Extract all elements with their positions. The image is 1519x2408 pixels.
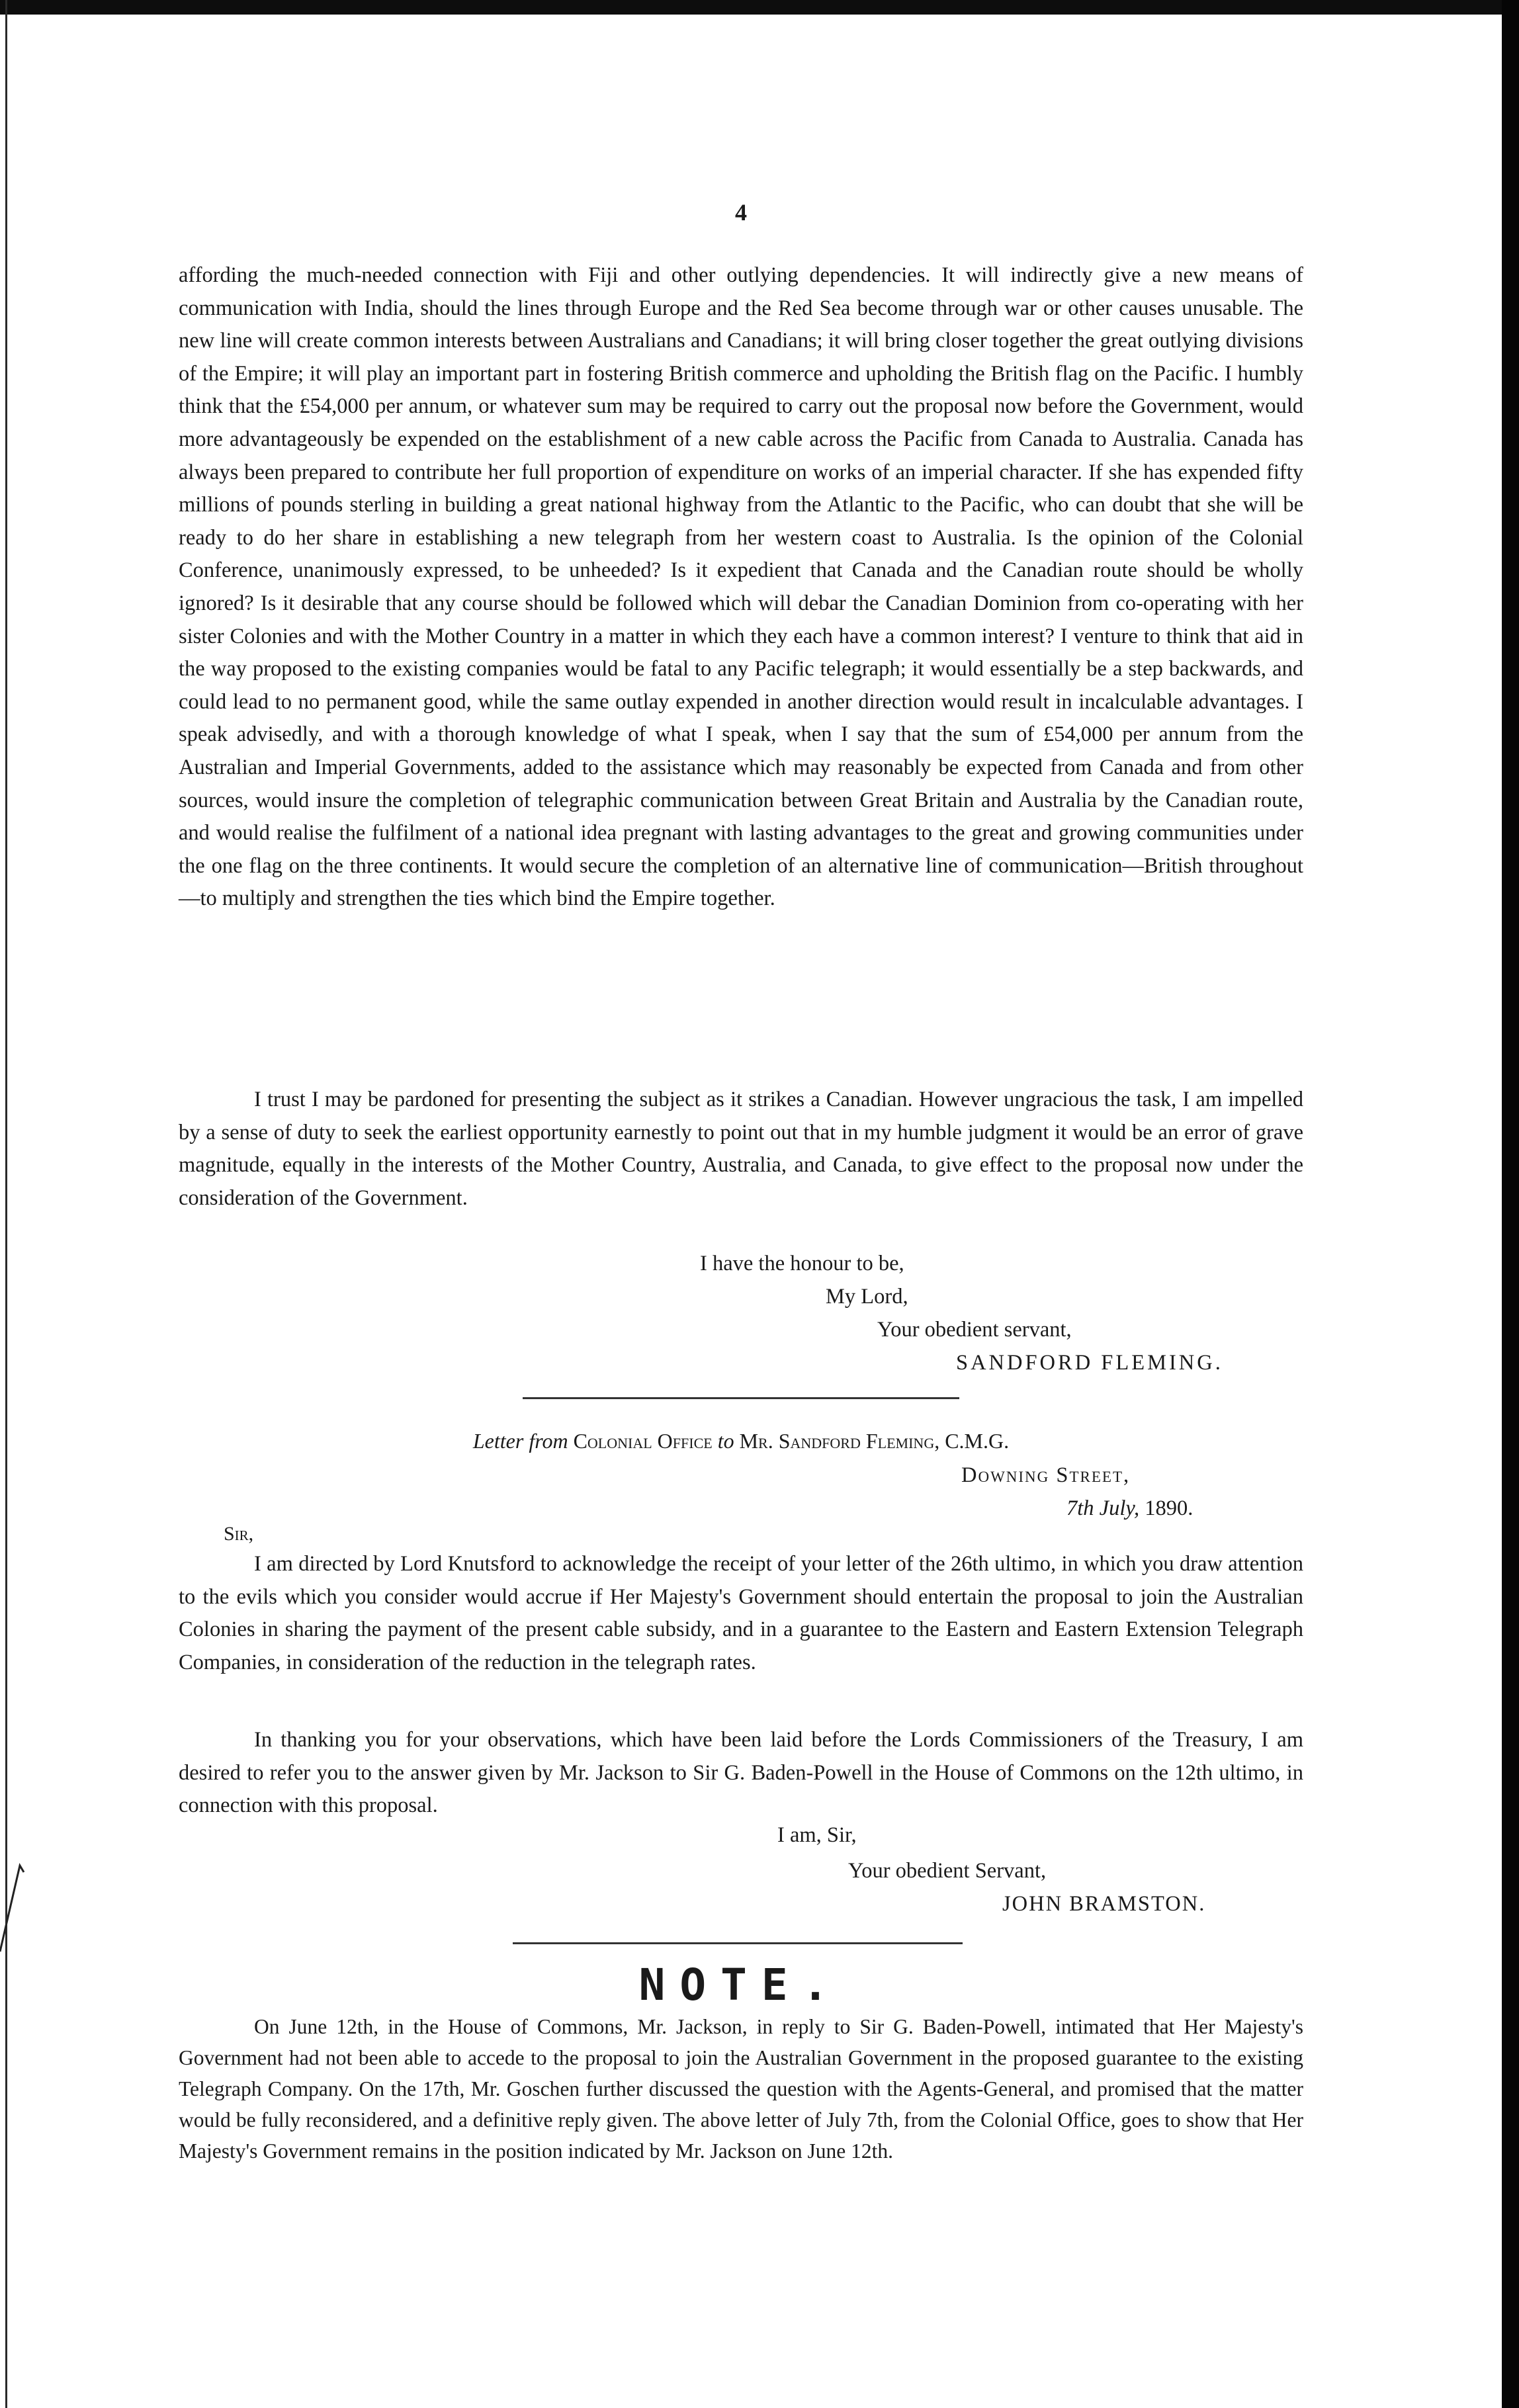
note-title: NOTE. bbox=[638, 1959, 844, 2010]
section-divider-1 bbox=[523, 1397, 959, 1399]
reply-signature: JOHN BRAMSTON. bbox=[1002, 1892, 1206, 1916]
reply-heading bbox=[179, 1426, 1303, 1455]
scan-border-right bbox=[1502, 0, 1519, 2408]
scan-border-top bbox=[0, 0, 1519, 15]
scan-border-left bbox=[5, 0, 7, 2408]
reply-paragraph-1: I am directed by Lord Knutsford to acknowledge the receipt of your letter of the 26th ultimo, in which you draw attention to the evils which you consider would accrue if Her Majesty's Government should entertain the proposal to join the Australian Colonies in sharing the payment of the present cable subsidy, and in a guarantee to the Eastern and Eastern Extension Telegraph Companies, in consideration of the reduction in the telegraph rates. bbox=[179, 1552, 1303, 1674]
reply-date bbox=[1066, 1492, 1193, 1526]
reply-paragraph-2: In thanking you for your observations, which have been laid before the Lords Commissioners of the Treasury, I am desired to refer you to the answer given by Mr. Jackson to Sir G. Baden-Powell in the House of Commons on the 12th ultimo, in connection with this proposal. bbox=[179, 1728, 1303, 1818]
letter-closing-line-1: I have the honour to be, bbox=[700, 1252, 904, 1275]
reply-date-year: 1890. bbox=[1139, 1496, 1194, 1520]
reply-heading-recipient: Mr. Sandford Fleming, C.M.G. bbox=[739, 1429, 1010, 1453]
reply-closing-line-1: I am, Sir, bbox=[777, 1823, 857, 1847]
reply-date-day: 7th July, bbox=[1066, 1496, 1140, 1520]
reply-salutation: Sir, bbox=[224, 1523, 254, 1545]
note-paragraph: On June 12th, in the House of Commons, Mr. Jackson, in reply to Sir G. Baden-Powell, intimated that Her Majesty's Government had not been able to accede to the proposal to join the Australian Government in the proposed guarantee to the existing Telegraph Company. On the 17th, Mr. Goschen further discussed the question with the Agents-General, and promised that the matter would be fully reconsidered, and a definitive reply given. The above letter of July 7th, from the Colonial Office, goes to show that Her Majesty's Government remains in the position indicated by Mr. Jackson on June 12th. bbox=[179, 2015, 1303, 2163]
letter-paragraph-1: affording the much-needed connection with Fiji and other outlying dependencies. It will indirectly give a new means of communication with India, should the lines through Europe and the Red Sea become through war or other causes unusable. The new line will create common interests between Australians and Canadians; it will bring closer together the great outlying divisions of the Empire; it will play an important part in fostering British commerce and upholding the British flag on the Pacific. I humbly think that the £54,000 per annum, or whatever sum may be required to carry out the proposal now before the Government, would more advantageously be expended on the establishment of a new cable across the Pacific from Canada to Australia. Canada has always been prepared to contribute her full proportion of expenditure on works of an imperial character. If she has expended fifty millions of pounds sterling in building a great national highway from the Atlantic to the Pacific, who can doubt that she will be ready to do her share in establishing a new telegraph from her western coast to Australia. Is the opinion of the Colonial Conference, unanimously expressed, to be unheeded? Is it expedient that Canada and the Canadian route should be wholly ignored? Is it desirable that any course should be followed which will debar the Canadian Dominion from co-operating with her sister Colonies and with the Mother Country in a matter in which they each have a common interest? I venture to think that aid in the way proposed to the existing companies would be fatal to any Pacific telegraph; it would essentially be a step backwards, and could lead to no permanent good, while the same outlay expended in another direction would result in incalculable advantages. I speak advisedly, and with a thorough knowledge of what I speak, when I say that the sum of £54,000 per annum from the Australian and Imperial Governments, added to the assistance which may reasonably be expected from Canada and from other sources, would insure the completion of telegraphic communication between Great Britain and Australia by the Canadian route, and would realise the fulfilment of a national idea pregnant with lasting advantages to the great and growing communities under the one flag on the three continents. It would secure the completion of an alternative line of communication—British throughout—to multiply and strengthen the ties which bind the Empire together. bbox=[179, 263, 1303, 911]
page-number: 4 bbox=[735, 199, 747, 226]
reply-heading-to: to bbox=[717, 1429, 734, 1453]
section-divider-2 bbox=[513, 1942, 963, 1944]
reply-closing-line-2: Your obedient Servant, bbox=[848, 1859, 1047, 1883]
letter-closing-line-3: Your obedient servant, bbox=[877, 1318, 1072, 1342]
letter-closing-line-2: My Lord, bbox=[826, 1285, 908, 1309]
reply-address: Downing Street, bbox=[961, 1463, 1131, 1487]
letter-paragraph-2: I trust I may be pardoned for presenting the subject as it strikes a Canadian. However ungracious the task, I am impelled by a sense of duty to seek the earliest opportunity earnestly to point out that in my humble judgment it would be an error of grave magnitude, equally in the interests of the Mother Country, Australia, and Canada, to give effect to the proposal now under the consideration of the Government. bbox=[179, 1088, 1303, 1210]
reply-heading-from: Colonial Office bbox=[573, 1429, 713, 1453]
letter-signature: SANDFORD FLEMING. bbox=[956, 1351, 1223, 1375]
scan-artifact-mark bbox=[0, 1852, 26, 1958]
reply-heading-prefix: Letter from bbox=[472, 1429, 568, 1453]
